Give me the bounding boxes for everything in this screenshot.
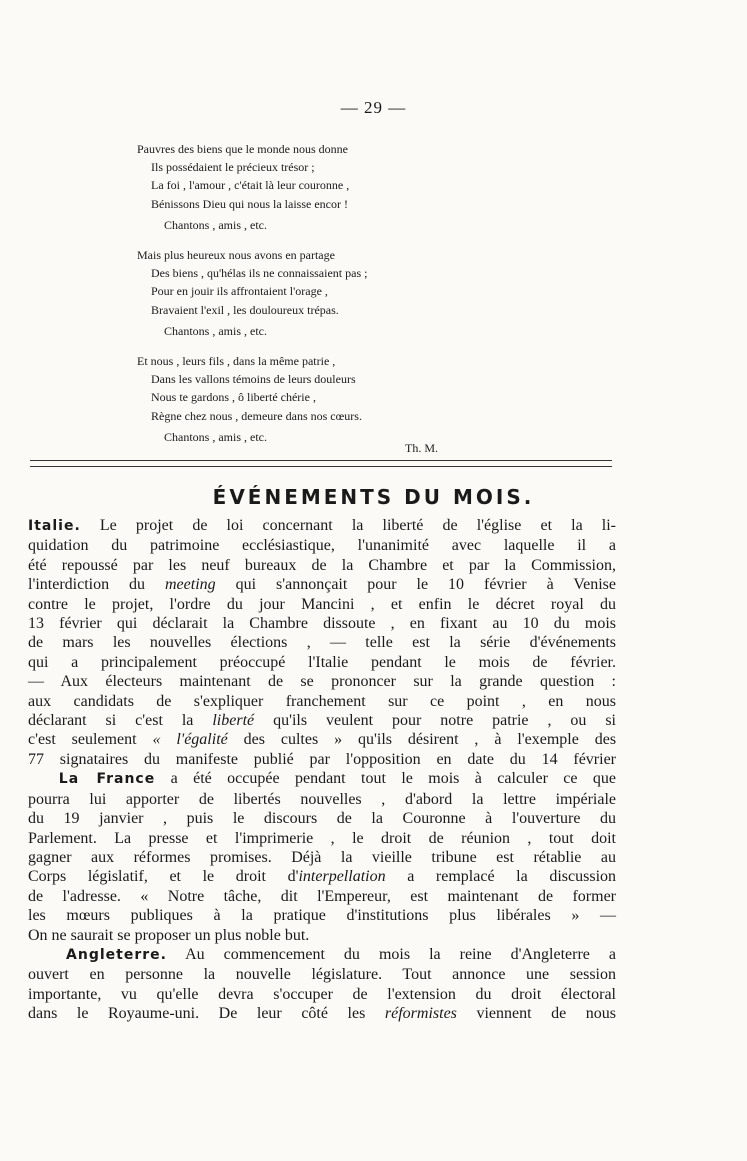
poem-stanza <box>137 352 577 446</box>
text-line <box>28 711 616 730</box>
poem-line: Bravaient l'exil , les douloureux trépas. <box>151 302 339 317</box>
text-fragment: déclarant si c'est la <box>28 712 194 730</box>
text-line <box>28 867 616 886</box>
text-line: ouvert en personne la nouvelle législature. Tout annonce une session <box>28 966 616 984</box>
text-line: quidation du patrimoine ecclésiastique, l'unanimité avec laquelle il a <box>28 537 616 555</box>
poem-refrain: Chantons , amis , etc. <box>164 323 267 338</box>
text-line: du 19 janvier , puis le discours de la Couronne à l'ouverture du <box>28 810 616 828</box>
text-line <box>28 516 616 536</box>
poem-line: Et nous , leurs fils , dans la même patrie , <box>137 354 336 369</box>
text-fragment: a remplacé la discussion <box>407 868 617 886</box>
emphasis: meeting <box>165 576 216 594</box>
text-line: 77 signataires du manifeste publié par l'opposition en date du 14 février <box>28 750 616 768</box>
text-fragment: a été occupée pendant tout le mois à calculer ce que <box>170 770 616 788</box>
text-fragment: Au commencement du mois la reine d'Angleterre a <box>185 945 616 963</box>
country-label-angleterre: Angleterre. <box>66 946 167 963</box>
poem-line: Dans les vallons témoins de leurs douleurs <box>151 372 356 387</box>
text-fragment: des cultes » <box>243 731 343 749</box>
section-divider <box>30 460 612 461</box>
text-line: contre le projet, l'ordre du jour Mancini , et enfin le décret royal du <box>28 595 616 613</box>
text-line: les mœurs publiques à la pratique d'institutions plus libérales » — <box>28 907 616 925</box>
poem-line: Des biens , qu'hélas ils ne connaissaient pas ; <box>151 266 368 281</box>
text-line: On ne saurait se proposer un plus noble but. <box>28 926 310 944</box>
poem-line: Règne chez nous , demeure dans nos cœurs. <box>151 408 362 423</box>
text-line: pourra lui apporter de libertés nouvelles , d'abord la lettre impériale <box>28 790 616 808</box>
country-label-france: La France <box>58 771 156 788</box>
text-fragment: c'est seulement <box>28 731 137 749</box>
text-line: été repoussé par les neuf bureaux de la Chambre et par la Commission, <box>28 556 616 574</box>
poem-line: Pour en jouir ils affrontaient l'orage , <box>151 284 328 299</box>
text-fragment: Le projet de loi concernant la liberté de l'église et la li- <box>99 517 617 534</box>
text-line: gagner aux réformes promises. Déjà la vieille tribune est rétablie au <box>28 848 616 866</box>
poem-line: Bénissons Dieu qui nous la laisse encor ! <box>151 196 348 211</box>
text-fragment: qu'ils désirent , à l'exemple des <box>358 731 617 749</box>
text-line: de mars les nouvelles élections , — telle est la série d'événements <box>28 634 616 652</box>
text-line: de l'adresse. « Notre tâche, dit l'Empereur, est maintenant de former <box>28 887 616 905</box>
text-line: qui a principalement préoccupé l'Italie pendant le mois de février. <box>28 653 616 671</box>
emphasis: liberté <box>212 712 255 730</box>
emphasis: « l'égalité <box>152 731 228 749</box>
poem-stanza <box>137 140 577 234</box>
text-line <box>28 945 616 965</box>
emphasis: interpellation <box>298 868 386 886</box>
emphasis: réformistes <box>384 1005 457 1023</box>
text-line <box>28 730 616 749</box>
text-line: aux candidats de s'expliquer franchement sur ce point , en nous <box>28 692 616 710</box>
text-fragment: qui s'annonçait pour le 10 février à Venise <box>235 576 616 594</box>
text-fragment: l'interdiction du <box>28 576 146 594</box>
poem-signature: Th. M. <box>405 441 438 455</box>
text-line: importante, vu qu'elle devra s'occuper de l'extension du droit électoral <box>28 985 616 1003</box>
poem-line: Ils possédaient le précieux trésor ; <box>151 160 315 175</box>
text-fragment: Corps législatif, et le droit d' <box>28 868 299 886</box>
page-number: — 29 — <box>340 98 407 117</box>
text-line: 13 février qui déclarait la Chambre dissoute , en fixant au 10 du mois <box>28 615 616 633</box>
poem-line: Mais plus heureux nous avons en partage <box>137 248 335 263</box>
section-title: ÉVÉNEMENTS DU MOIS. <box>212 485 535 509</box>
text-fragment: qu'ils veulent pour notre patrie , ou si <box>273 712 617 730</box>
text-line <box>28 769 616 789</box>
poem-refrain: Chantons , amis , etc. <box>164 429 267 444</box>
poem-refrain: Chantons , amis , etc. <box>164 217 267 232</box>
text-line <box>28 575 616 594</box>
poem-stanza <box>137 246 577 340</box>
poem-line: La foi , l'amour , c'était là leur couronne , <box>151 178 350 193</box>
text-line: — Aux électeurs maintenant de se prononcer sur la grande question : <box>28 673 616 691</box>
poem <box>137 140 577 458</box>
section-divider <box>30 466 612 467</box>
poem-line: Pauvres des biens que le monde nous donne <box>137 142 348 156</box>
text-fragment: dans le Royaume-uni. De leur côté les <box>28 1005 366 1023</box>
text-line: Parlement. La presse et l'imprimerie , le droit de réunion , tout doit <box>28 829 616 847</box>
text-fragment: viennent de nous <box>476 1005 617 1023</box>
country-label-italie: Italie. <box>28 518 81 534</box>
poem-line: Nous te gardons , ô liberté chérie , <box>151 390 316 405</box>
article-body <box>28 516 616 1024</box>
text-line <box>28 1004 616 1023</box>
